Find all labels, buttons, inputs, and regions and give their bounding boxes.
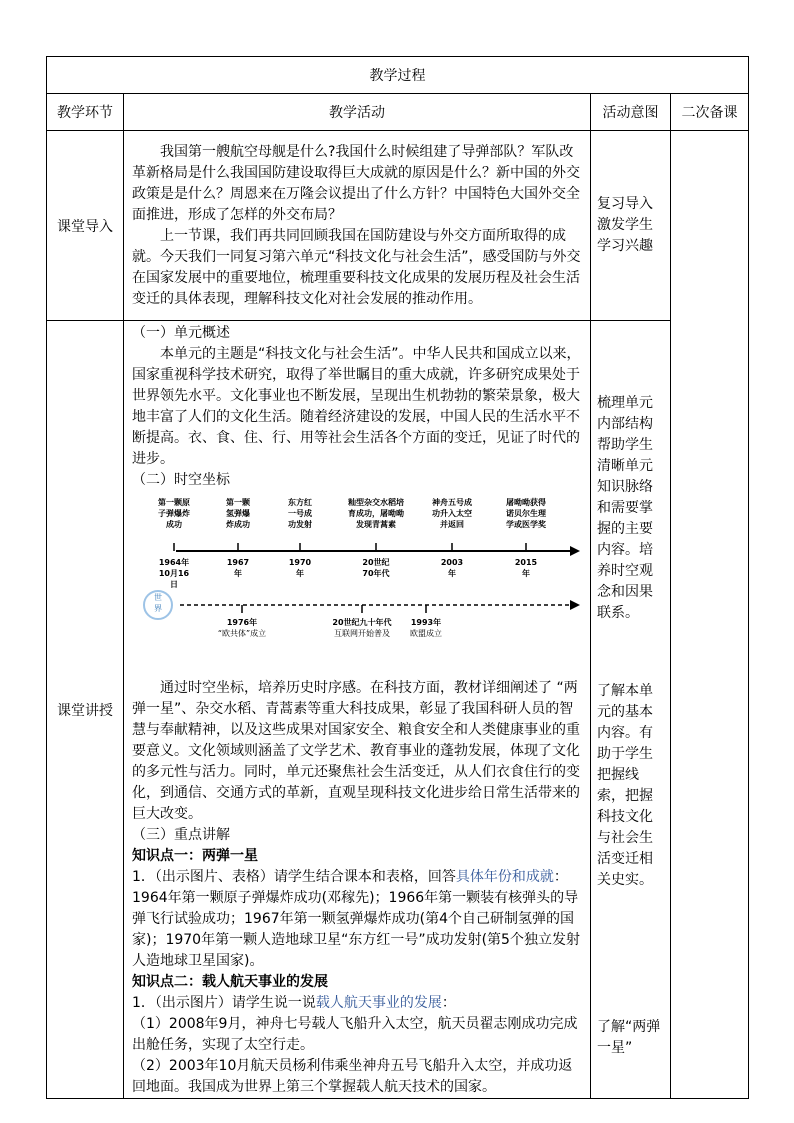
china-event-year: 1964年	[158, 558, 190, 567]
knowledge-point-2-item-2: （2）2003年10月航天员杨利伟乘坐神舟五号飞船升入太空，并成功返回地面。我国成为世界上第三个掌握载人航天技术的国家。	[132, 1058, 573, 1095]
china-event-label: 一号成	[288, 509, 312, 518]
teaching-process-table	[46, 56, 749, 1099]
section-2-text: 通过时空坐标，培养历史时序感。在科技方面，教材详细阐述了 “两弹一星”、杂交水稻、青蒿素等重大科技成果，彰显了我国科研人员的智慧与奉献精神，以及这些成果对国家安全、粮食安全和人类健康事业的重要意义。文化领域则涵盖了文学艺术、教育事业的蓬勃发展，体现了文化的多元性与活力。同时，单元还聚焦社会生活变迁，从人们衣食住行的变化，到通信、交通方式的革新，直观呈现科技文化进步给日常生活带来的巨大改变。	[132, 680, 580, 822]
china-event-year: 年	[296, 569, 304, 578]
kp2-text-b: ：	[441, 995, 456, 1011]
china-event-year: 20世纪	[362, 558, 390, 567]
stage-intro: 课堂导入	[47, 131, 124, 321]
china-event-label: 东方红	[288, 498, 312, 507]
china-event-year: 10月16	[158, 569, 190, 578]
china-event-year: 日	[170, 580, 178, 589]
china-event-label: 成功	[166, 520, 182, 529]
china-event-year: 年	[522, 569, 530, 578]
intro-intent: 复习导入激发学生学习兴趣	[591, 131, 671, 321]
kp1-text-a: 1．（出示图片、表格）请学生结合课本和表格，回答	[132, 869, 456, 885]
world-label: 界	[154, 604, 162, 613]
china-event-label: 学或医学奖	[506, 520, 546, 529]
world-event-label: 互联网开始普及	[334, 629, 390, 638]
intent-two-bombs: 了解“两弹一星”	[597, 1019, 661, 1056]
world-axis-arrow	[570, 600, 580, 610]
knowledge-point-2-text	[132, 993, 584, 1014]
world-label: 世	[154, 593, 162, 602]
section-2-title: （二）时空坐标	[132, 472, 230, 488]
world-event-year: 1993年	[410, 618, 442, 627]
china-event-year: 1970	[288, 558, 312, 567]
header-second-prep: 二次备课	[671, 94, 749, 131]
intro-paragraph-2: 上一节课，我们再共同回顾我国在国防建设与外交方面所取得的成就。今天我们一同复习第六单元“科技文化与社会生活”，感受国防与外交在国家发展中的重要地位，梳理重要科技文化成果的发展历程及社会生活变迁的具体表现，理解科技文化对社会发展的推动作用。	[132, 227, 581, 307]
intent-content: 了解本单元的基本内容。有助于学生把握线索，把握科技文化与社会生活变迁相关史实。	[597, 683, 653, 888]
lecture-activity	[124, 321, 591, 1099]
stage-lecture: 课堂讲授	[47, 321, 124, 1099]
world-event-label: 欧盟成立	[410, 629, 442, 638]
china-event-label: 第一颗	[226, 498, 250, 507]
intent-structure: 梳理单元内部结构帮助学生清晰单元知识脉络和需要掌握的主要内容。培养时空观念和因果联系。	[597, 395, 653, 621]
section-1-title: （一）单元概述	[132, 325, 230, 341]
world-event-year: 1976年	[226, 618, 258, 627]
knowledge-point-1-text	[132, 867, 584, 972]
intro-paragraph-1: 我国第一艘航空母舰是什么?我国什么时候组建了导弹部队？军队改革新格局是什么我国国防建设取得巨大成就的原因是什么？新中国的外交政策是是什么？周恩来在万隆会议提出了什么方针？中国特色大国外交全面推进，形成了怎样的外交布局？	[132, 143, 580, 223]
china-event-year: 1967	[226, 558, 250, 567]
knowledge-point-2-item-1: （1）2008年9月，神舟七号载人飞船升入太空，航天员翟志刚成功完成出舱任务，实现了太空行走。	[132, 1016, 578, 1053]
china-axis-arrow	[570, 546, 580, 556]
china-event-label: 子弹爆炸	[158, 509, 190, 518]
china-event-label: 诺贝尔生理	[506, 509, 546, 518]
china-event-year: 2015	[514, 558, 538, 567]
kp1-text-b: ：1964年第一颗原子弹爆炸成功(邓稼先)；1966年第一颗装有核弹头的导弹飞行试验成功；1967年第一颗氢弹爆炸成功(第4个自己研制氢弹的国家)；1970年第一颗人造地球卫星“东方红一号”成功发射(第5个独立发射人造地球卫星国家)。	[132, 869, 580, 969]
second-prep-cell	[671, 131, 749, 1099]
section-3-title: （三）重点讲解	[132, 827, 230, 843]
world-event-label: “欧共体”成立	[217, 629, 267, 638]
table-title: 教学过程	[47, 57, 749, 94]
intro-activity	[124, 131, 591, 321]
kp2-text-a: 1．（出示图片）请学生说一说	[132, 995, 316, 1011]
timeline-diagram	[140, 495, 580, 665]
section-1-text: 本单元的主题是“科技文化与社会生活”。中华人民共和国成立以来，国家重视科学技术研究，取得了举世瞩目的重大成就，许多研究成果处于世界领先水平。文化事业也不断发展，呈现出生机勃勃的繁荣景象，极大地丰富了人们的文化生活。随着经济建设的发展，中国人民的生活水平不断提高。衣、食、住、行、用等社会生活各个方面的变迁，见证了时代的进步。	[132, 346, 581, 467]
china-event-label: 籼型杂交水稻培	[348, 498, 404, 507]
china-event-label: 氢弹爆	[226, 509, 250, 518]
china-event-label: 并返回	[440, 520, 464, 529]
header-stage: 教学环节	[47, 94, 124, 131]
kp2-highlight: 载人航天事业的发展	[315, 995, 442, 1011]
china-event-label: 功升入太空	[432, 509, 472, 518]
china-event-label: 功发射	[288, 520, 312, 529]
china-event-year: 70年代	[362, 569, 390, 578]
kp1-highlight: 具体年份和成就	[455, 869, 554, 885]
world-event-year: 20世纪九十年代	[332, 618, 392, 627]
china-event-label: 炸成功	[226, 520, 250, 529]
china-event-label: 屠呦呦获得	[506, 498, 546, 507]
china-event-year: 2003	[440, 558, 464, 567]
header-activity: 教学活动	[124, 94, 591, 131]
china-event-label: 发现青蒿素	[356, 520, 396, 529]
china-event-year: 年	[234, 569, 242, 578]
knowledge-point-1-title: 知识点一：两弹一星	[132, 848, 258, 864]
china-event-year: 年	[448, 569, 456, 578]
lecture-intent	[591, 321, 671, 1099]
china-event-label: 育成功，屠呦呦	[348, 509, 404, 518]
china-event-label: 神舟五号成	[432, 498, 472, 507]
header-intent: 活动意图	[591, 94, 671, 131]
china-event-label: 第一颗原	[158, 498, 190, 507]
knowledge-point-2-title: 知识点二：载人航天事业的发展	[132, 974, 328, 990]
